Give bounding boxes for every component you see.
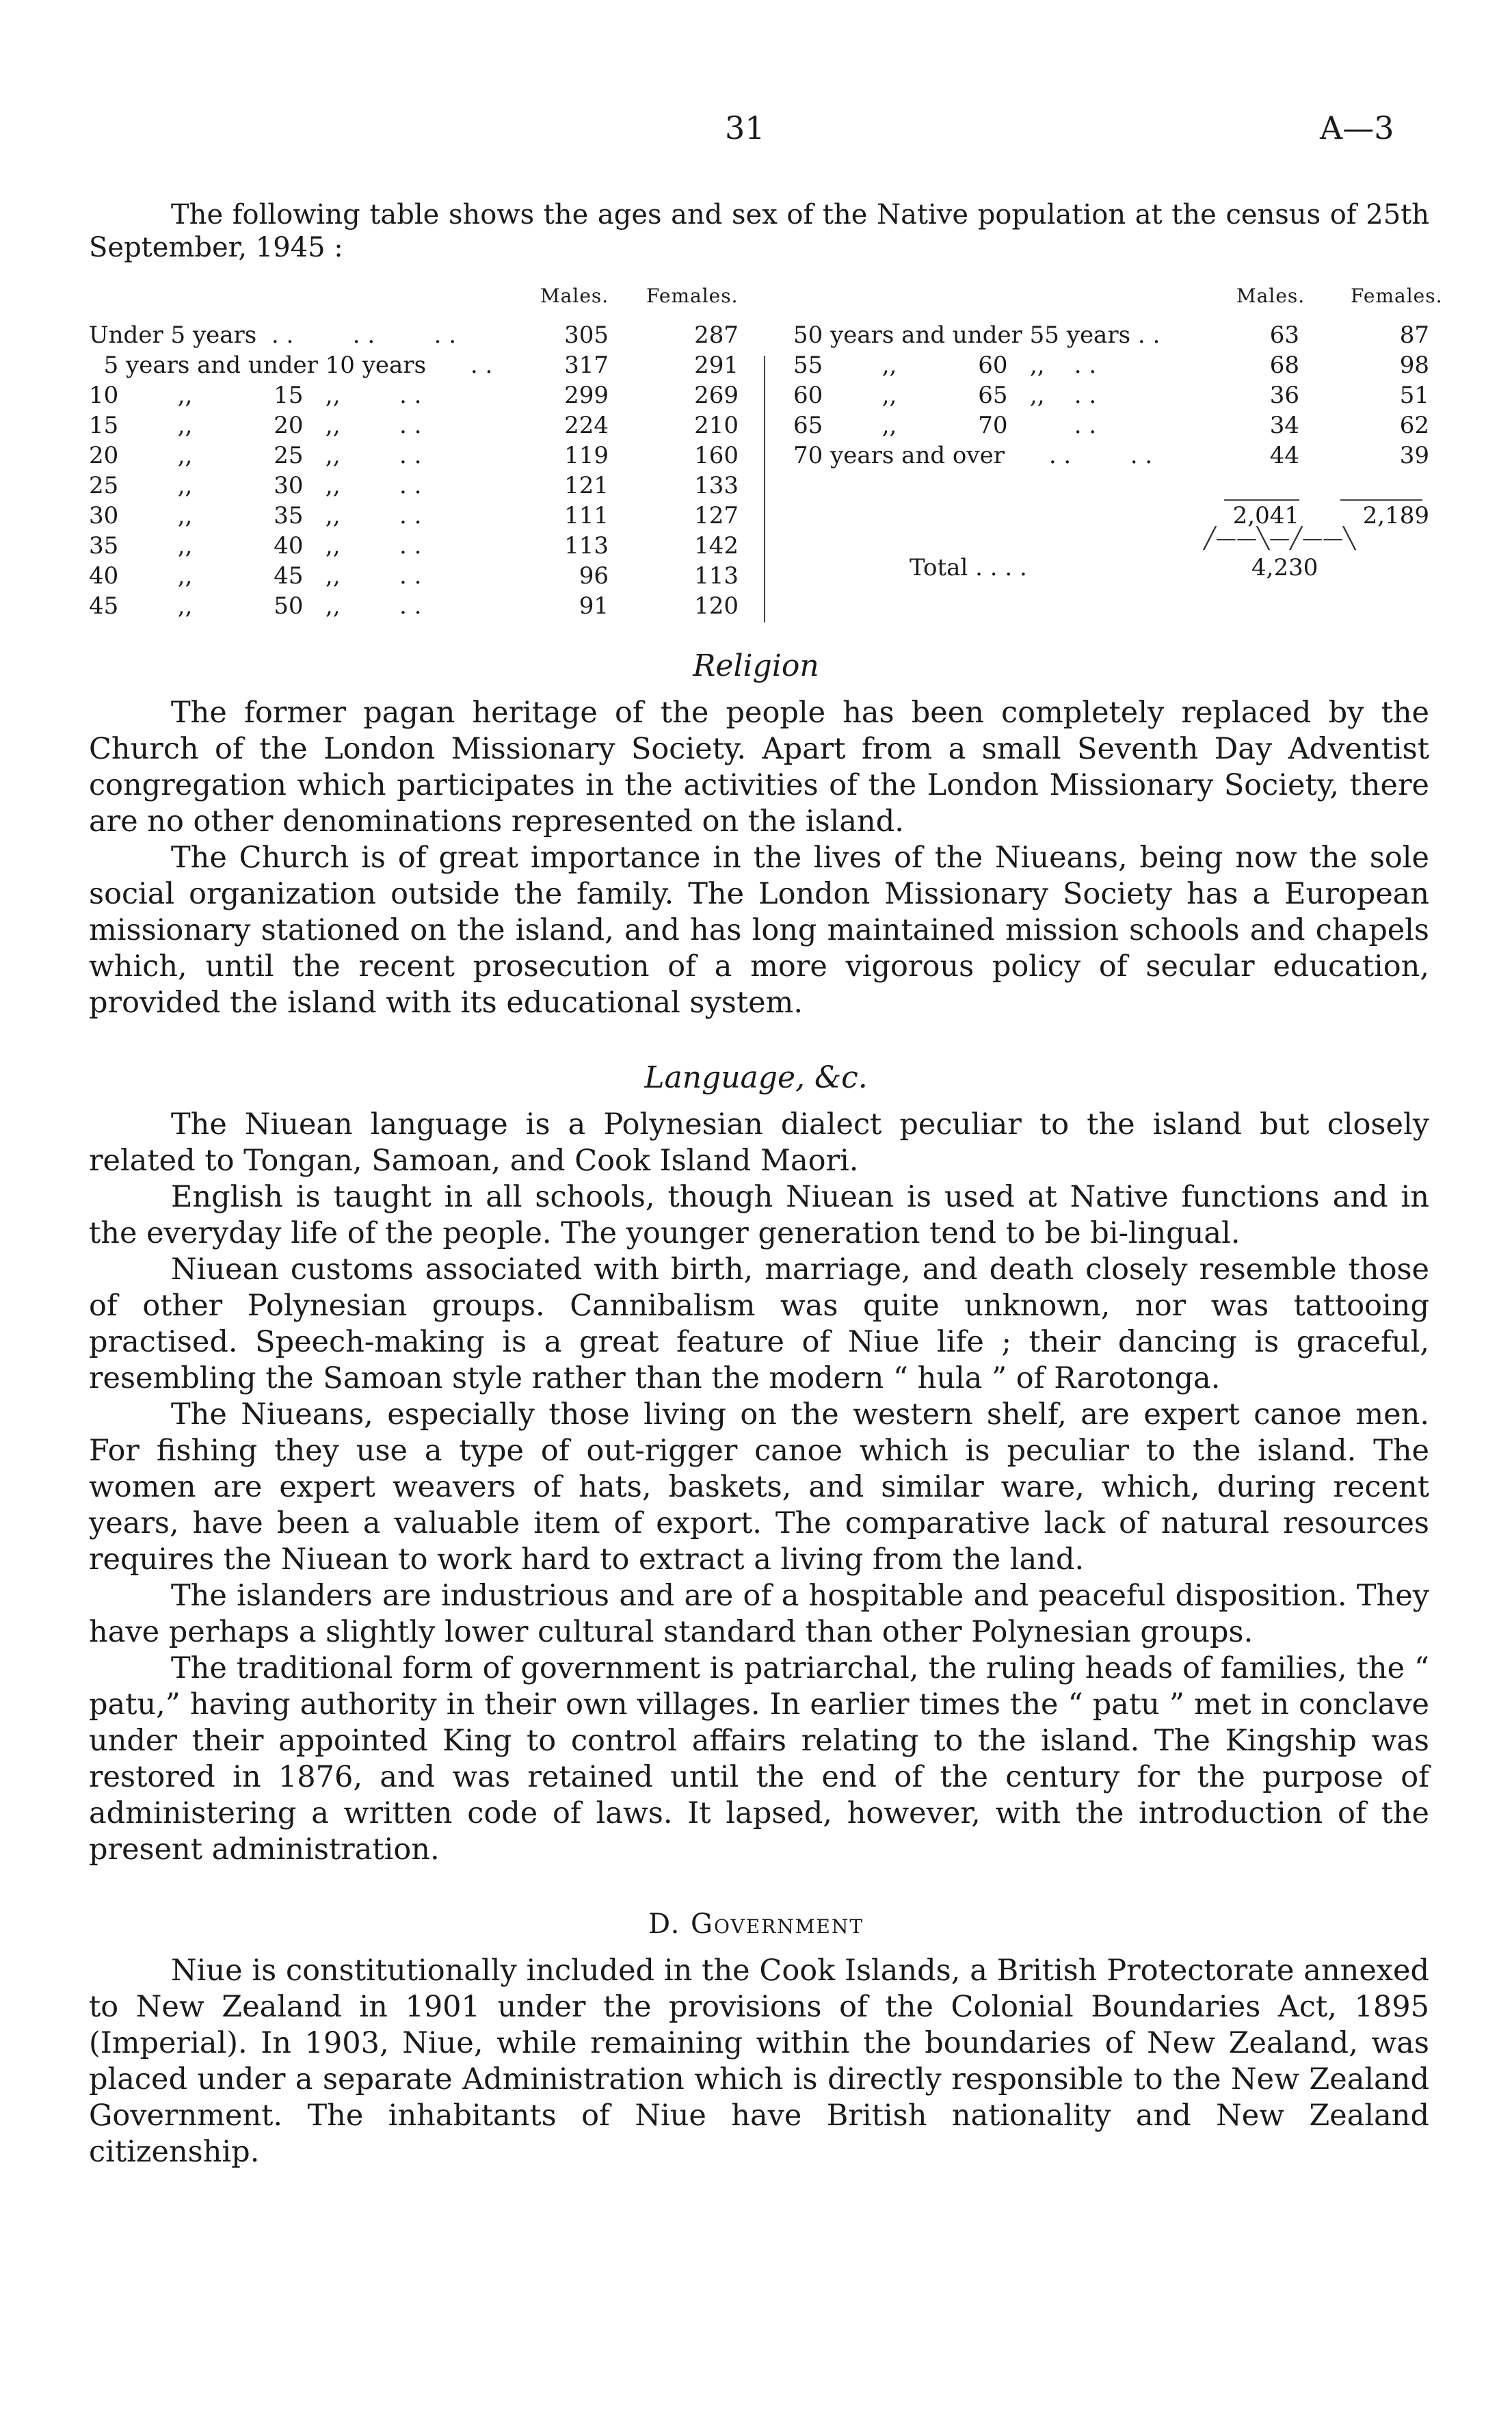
- females-value: 291: [694, 352, 739, 379]
- religion-heading: Religion: [693, 648, 819, 683]
- table-row: [0, 592, 1512, 622]
- total-label: Total . . . .: [910, 554, 1027, 581]
- age-label: 15 ,, 20 ,, . .: [89, 412, 422, 439]
- table-row: [0, 472, 1512, 502]
- age-label: 30 ,, 35 ,, . .: [89, 502, 422, 529]
- table-row: [0, 321, 1512, 352]
- language-paragraph: The islanders are industrious and are of a hospitable and peaceful disposition. They have perhaps a slightly lower cultural standard than other Polynesian groups.: [89, 1579, 1429, 1649]
- language-paragraph: The Niuean language is a Polynesian dialect peculiar to the island but closely related to Tongan, Samoan, and Cook Island Maori.: [89, 1107, 1429, 1178]
- females-value: 113: [694, 562, 739, 590]
- subtotal-rule-females: [1340, 499, 1422, 501]
- females-value: 127: [694, 502, 739, 529]
- females-value: 87: [1399, 321, 1429, 349]
- females-value: 39: [1399, 442, 1429, 469]
- table-row: [0, 412, 1512, 442]
- government-paragraph: Niue is constitutionally included in the Cook Islands, a British Protectorate annexed to New Zealand in 1901 under the provisions of the Colonial Boundaries Act, 1895 (Imperial). In 1903, Niue, while remaining within the boundaries of New Zealand, was placed under a separate Administration which is directly responsible to the New Zealand Government. The inhabitants of Niue have British nationality and New Zealand citizenship.: [89, 1954, 1429, 2169]
- government-heading: D. Government: [648, 1908, 864, 1940]
- language-paragraph: Niuean customs associated with birth, marriage, and death closely resemble those of other Polynesian groups. Cannibalism was quite unknown, nor was tattooing practised. Speech-making is a great feature of Niue life ; their dancing is graceful, resembling the Samoan style rather than the modern “ hula ” of Rarotonga.: [89, 1252, 1429, 1395]
- females-value: 287: [694, 321, 739, 349]
- age-label: 70 years and over . . . .: [793, 442, 1153, 469]
- males-value: 91: [579, 592, 609, 620]
- males-value: 111: [564, 502, 609, 529]
- col-header-males-right: Males.: [1236, 285, 1305, 307]
- males-value: 68: [1269, 352, 1299, 379]
- table-row: [0, 352, 1512, 382]
- males-value: 34: [1269, 412, 1299, 439]
- females-value: 62: [1399, 412, 1429, 439]
- females-value: 133: [694, 472, 739, 499]
- col-header-females-left: Females.: [646, 285, 739, 307]
- males-value: 119: [564, 442, 609, 469]
- total-brace: ╱——╲—╱——╲: [1204, 527, 1356, 551]
- females-value: 210: [694, 412, 739, 439]
- age-label: 35 ,, 40 ,, . .: [89, 532, 422, 560]
- females-value: 51: [1399, 382, 1429, 409]
- subtotal-rule-males: [1224, 499, 1299, 501]
- females-value: 269: [694, 382, 739, 409]
- religion-paragraph: The Church is of great importance in the lives of the Niueans, being now the sole social organization outside the family. The London Missionary Society has a European missionary stationed on the island, and has long maintained mission schools and chapels which, until the recent prosecution of a more vigorous policy of secular education, provided the island with its educational system.: [89, 841, 1429, 1020]
- religion-paragraph: The former pagan heritage of the people has been completely replaced by the Church of the London Missionary Society. Apart from a small Seventh Day Adventist congregation which participates in the activities of the London Missionary Society, there are no other denominations represented on the island.: [89, 696, 1429, 839]
- age-label: 65 ,, 70 . .: [793, 412, 1097, 439]
- subtotal-males: 2,041: [1232, 502, 1299, 529]
- table-intro: The following table shows the ages and sex of the Native population at the census of 25th September, 1945 :: [89, 199, 1429, 263]
- language-heading: Language, &c.: [644, 1060, 868, 1095]
- age-label: 45 ,, 50 ,, . .: [89, 592, 422, 620]
- col-header-males-left: Males.: [540, 285, 609, 307]
- age-label: 50 years and under 55 years . .: [793, 321, 1160, 349]
- document-reference: A—3: [1320, 109, 1394, 146]
- males-value: 113: [564, 532, 609, 560]
- age-label: 10 ,, 15 ,, . .: [89, 382, 422, 409]
- total-value: 4,230: [1251, 554, 1318, 581]
- females-value: 120: [694, 592, 739, 620]
- age-label: 5 years and under 10 years . .: [89, 352, 493, 379]
- males-value: 44: [1269, 442, 1299, 469]
- males-value: 36: [1269, 382, 1299, 409]
- females-value: 98: [1399, 352, 1429, 379]
- column-divider: [764, 356, 765, 622]
- males-value: 224: [564, 412, 609, 439]
- table-row: [0, 442, 1512, 472]
- age-label: Under 5 years . . . . . .: [89, 321, 457, 349]
- age-label: 20 ,, 25 ,, . .: [89, 442, 422, 469]
- language-paragraph: The Niueans, especially those living on the western shelf, are expert canoe men. For fishing they use a type of out-rigger canoe which is peculiar to the island. The women are expert weavers of hats, baskets, and similar ware, which, during recent years, have been a valuable item of export. The comparative lack of natural resources requires the Niuean to work hard to extract a living from the land.: [89, 1397, 1429, 1577]
- age-label: 60 ,, 65 ,, . .: [793, 382, 1097, 409]
- age-label: 25 ,, 30 ,, . .: [89, 472, 422, 499]
- males-value: 305: [564, 321, 609, 349]
- males-value: 317: [564, 352, 609, 379]
- males-value: 63: [1269, 321, 1299, 349]
- col-header-females-right: Females.: [1351, 285, 1443, 307]
- language-paragraph: The traditional form of government is patriarchal, the ruling heads of families, the “ patu,” having authority in their own villages. In earlier times the “ patu ” met in conclave under their appointed King to control affairs relating to the island. The Kingship was restored in 1876, and was retained until the end of the century for the purpose of administering a written code of laws. It lapsed, however, with the introduction of the present administration.: [89, 1651, 1429, 1867]
- females-value: 160: [694, 442, 739, 469]
- subtotal-females: 2,189: [1362, 502, 1429, 529]
- age-label: 40 ,, 45 ,, . .: [89, 562, 422, 590]
- males-value: 299: [564, 382, 609, 409]
- males-value: 121: [564, 472, 609, 499]
- age-label: 55 ,, 60 ,, . .: [793, 352, 1097, 379]
- language-paragraph: English is taught in all schools, though Niuean is used at Native functions and in the everyday life of the people. The younger generation tend to be bi-lingual.: [89, 1180, 1429, 1250]
- females-value: 142: [694, 532, 739, 560]
- page-number: 31: [725, 109, 765, 146]
- males-value: 96: [579, 562, 609, 590]
- table-row: [0, 382, 1512, 412]
